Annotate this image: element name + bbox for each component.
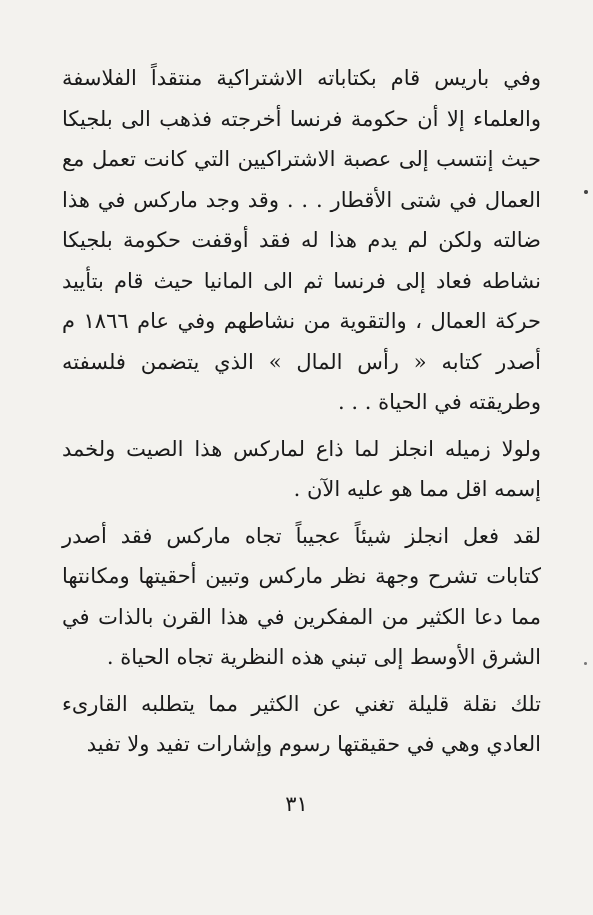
scan-speck — [584, 190, 588, 194]
body-text — [62, 58, 541, 765]
page-number: ٣١ — [285, 792, 308, 816]
paragraph-1: وفي باريس قام بكتاباته الاشتراكية منتقداً الفلاسفة والعلماء إلا أن حكومة فرنسا أخرجته فذهب الى بلجيكا حيث إنتسب إلى عصبة الاشتراكيين التي كانت تعمل مع العمال في شتى الأقطار . . . وقد وجد ماركس في هذا ضالته ولكن لم يدم هذا له فقد أوقفت حكومة بلجيكا نشاطه فعاد إلى فرنسا ثم الى المانيا حيث قام بتأييد حركة العمال ، والتقوية من نشاطهم وفي عام ١٨٦٦ م أصدر كتابه « رأس المال » الذي يتضمن فلسفته وطريقته في الحياة . . . — [62, 66, 541, 414]
paragraph-4: تلك نقلة قليلة تغني عن الكثير مما يتطلبه القارىء العادي وهي في حقيقتها رسوم وإشارات تفيد ولا تفيد — [62, 691, 541, 756]
paragraph-3: لقد فعل انجلز شيئاً عجيباً تجاه ماركس فقد أصدر كتابات تشرح وجهة نظر ماركس وتبين أحقيتها ومكانتها مما دعا الكثير من المفكرين في هذا القرن بالذات في الشرق الأوسط إلى تبني هذه النظرية تجاه الحياة . — [62, 523, 541, 669]
paragraph-2: ولولا زميله انجلز لما ذاع لماركس هذا الصيت ولخمد إسمه اقل مما هو عليه الآن . — [62, 436, 541, 501]
scan-speck — [584, 662, 587, 665]
